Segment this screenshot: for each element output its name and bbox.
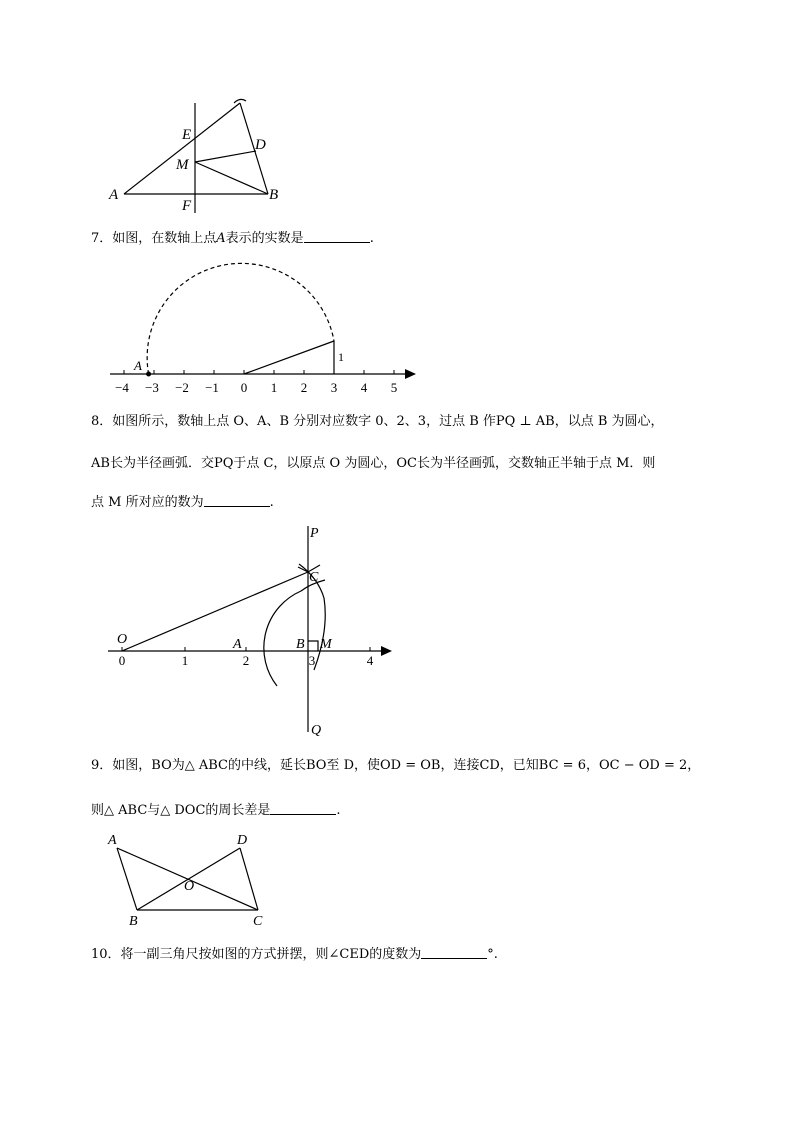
- figure-triangle-abd: [100, 95, 290, 220]
- segment-a-b: [117, 848, 137, 910]
- question-8-line-1: 8．如图所示，数轴上点 O、A、B 分别对应数字 0、2、3，过点 B 作PQ ⊥ AB，以点 B 为圆心，: [91, 414, 664, 429]
- label-m: M: [320, 637, 332, 652]
- label-e: E: [182, 127, 192, 143]
- label-b: B: [129, 914, 138, 928]
- question-10-text-before: 10．将一副三角尺按如图的方式拼摆，则∠CED的度数为: [91, 947, 422, 962]
- tick-label: −3: [145, 380, 159, 395]
- label-c: C: [309, 570, 319, 585]
- label-d: D: [237, 833, 248, 848]
- segment-d-c: [240, 848, 258, 910]
- label-m: M: [176, 157, 189, 173]
- label-o: O: [184, 879, 195, 894]
- answer-blank-9[interactable]: [270, 802, 336, 815]
- label-p: P: [310, 526, 319, 541]
- question-9-end: .: [336, 803, 341, 818]
- question-7-end: .: [369, 231, 374, 246]
- segment-oc: [122, 572, 308, 651]
- arc-centered-b: [264, 580, 325, 686]
- tick-label: 2: [242, 653, 250, 668]
- label-c: C: [253, 914, 263, 928]
- tick-label: 5: [390, 380, 398, 395]
- label-a: A: [233, 637, 242, 652]
- tick-label: −1: [205, 380, 219, 395]
- question-7-text-before: 7．如图，在数轴上点: [91, 231, 217, 246]
- segment-a-apex: [124, 103, 240, 194]
- question-7: [91, 230, 374, 247]
- point-a-dot: [146, 372, 151, 377]
- tick-label: 4: [360, 380, 368, 395]
- label-a: A: [108, 833, 117, 848]
- arc-mark: [234, 99, 246, 103]
- tick-label: −2: [175, 380, 189, 395]
- question-8-line-2: AB长为半径画弧．交PQ于点 C，以原点 O 为圆心，OC长为半径画弧，交数轴正半轴于点 M．则: [91, 456, 656, 471]
- arrow-head: [405, 369, 416, 379]
- tick-label: 0: [240, 380, 248, 395]
- label-height-1: 1: [338, 350, 344, 364]
- tick-label: −4: [115, 380, 129, 395]
- tick-label: 0: [118, 653, 126, 668]
- tick-label: 1: [181, 653, 189, 668]
- question-9-line-2: [91, 802, 341, 819]
- tick-label: 3: [308, 653, 316, 668]
- label-f: F: [182, 198, 192, 214]
- question-9-text-before: 则△ ABC与△ DOC的周长差是: [91, 803, 271, 818]
- label-o: O: [117, 632, 128, 647]
- answer-blank-10[interactable]: [421, 946, 487, 959]
- label-q: Q: [311, 723, 322, 738]
- question-8-line-3: [91, 494, 274, 511]
- tick-label: 4: [366, 653, 374, 668]
- question-10: [91, 946, 498, 963]
- question-7-text-after: 表示的实数是: [225, 231, 304, 246]
- arrow-head: [381, 646, 392, 656]
- right-angle-mark: [308, 641, 318, 651]
- segment-m-b: [195, 162, 268, 194]
- label-b: B: [296, 637, 305, 652]
- answer-blank-8[interactable]: [204, 494, 270, 507]
- tick-label: 1: [270, 380, 278, 395]
- dashed-arc: [147, 263, 334, 374]
- tick-label: 2: [300, 380, 308, 395]
- segment-m-d: [195, 151, 256, 162]
- question-9-line-1: 9．如图，BO为△ ABC的中线，延长BO至 D，使OD = OB，连接CD，已知BC = 6，OC − OD = 2，: [91, 758, 701, 773]
- figure-triangles-abc-doc: [100, 828, 280, 928]
- answer-blank-7[interactable]: [304, 230, 370, 243]
- hypotenuse-segment: [244, 341, 334, 374]
- label-b: B: [269, 187, 279, 203]
- label-point-a: A: [134, 358, 142, 373]
- question-8-end: .: [269, 495, 274, 510]
- label-d: D: [255, 137, 266, 153]
- figure-number-line-construction: [100, 520, 400, 740]
- tick-label: 3: [330, 380, 338, 395]
- question-7-point: A: [216, 231, 226, 246]
- question-10-text-after: °.: [487, 947, 498, 962]
- question-8-text-before: 点 M 所对应的数为: [91, 495, 204, 510]
- figure-number-line-arc: [100, 255, 430, 400]
- label-a: A: [109, 187, 119, 203]
